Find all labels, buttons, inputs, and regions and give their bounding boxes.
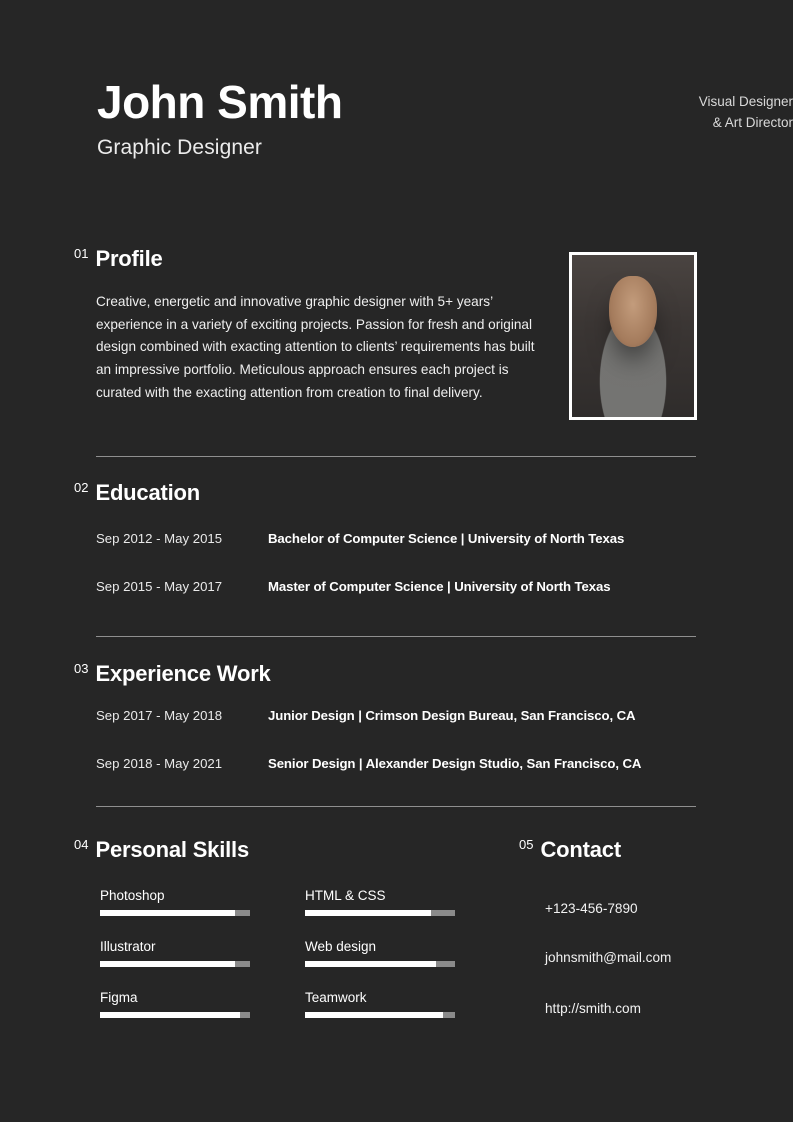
skill-item <box>305 939 455 967</box>
skill-bar-track <box>305 961 455 967</box>
divider <box>96 636 696 637</box>
section-heading-profile <box>74 248 163 270</box>
section-title: Education <box>95 480 201 505</box>
portrait-photo <box>572 255 694 417</box>
divider <box>96 456 696 457</box>
list-item <box>96 531 624 546</box>
skill-bar-fill <box>100 910 235 916</box>
section-title: Experience Work <box>95 661 271 686</box>
skill-label: HTML & CSS <box>305 888 386 903</box>
entry-date: Sep 2015 - May 2017 <box>96 579 223 594</box>
skill-item <box>305 990 455 1018</box>
entry-date: Sep 2018 - May 2021 <box>96 756 223 771</box>
skill-bar-track <box>305 910 455 916</box>
profile-paragraph: Creative, energetic and innovative graphic designer with 5+ years’ experience in a variety of exciting projects. Passion for fresh and original design combined with exacting attention to clients’ requirements has built an impressive portfolio. Meticulous approach ensures each project is curated with the exacting attention from creation to final delivery. <box>96 294 535 400</box>
section-title: Personal Skills <box>95 837 249 862</box>
skill-label: Photoshop <box>100 888 165 903</box>
section-number: 05 <box>519 837 534 852</box>
section-number: 04 <box>74 837 89 852</box>
skill-bar-track <box>100 910 250 916</box>
entry-date: Sep 2012 - May 2015 <box>96 531 223 546</box>
header-tagline <box>573 92 793 134</box>
skill-bar-fill <box>305 1012 443 1018</box>
skill-bar-fill <box>305 961 436 967</box>
section-heading-experience <box>74 663 271 685</box>
skill-label: Web design <box>305 939 377 954</box>
contact-website[interactable]: http://smith.com <box>545 1001 641 1016</box>
divider <box>96 806 696 807</box>
section-heading-contact <box>519 839 621 861</box>
skill-bar-track <box>305 1012 455 1018</box>
list-item <box>96 579 610 594</box>
skill-item <box>100 990 250 1018</box>
avatar <box>569 252 697 420</box>
list-item <box>96 708 635 723</box>
skill-label: Figma <box>100 990 138 1005</box>
skill-bar-fill <box>305 910 431 916</box>
skill-label: Illustrator <box>100 939 156 954</box>
skill-item <box>100 888 250 916</box>
contact-phone[interactable]: +123-456-7890 <box>545 901 638 916</box>
skill-bar-track <box>100 1012 250 1018</box>
contact-email[interactable]: johnsmith@mail.com <box>545 950 672 965</box>
section-number: 01 <box>74 246 89 261</box>
tagline-line-1: Visual Designer <box>698 94 793 109</box>
page-title: John Smith <box>97 76 343 128</box>
job-title: Graphic Designer <box>97 136 263 160</box>
section-title: Profile <box>95 246 163 271</box>
entry-detail: Bachelor of Computer Science | University of North Texas <box>268 531 625 546</box>
skill-bar-track <box>100 961 250 967</box>
skill-item <box>100 939 250 967</box>
entry-detail: Senior Design | Alexander Design Studio, San Francisco, CA <box>268 756 642 771</box>
list-item <box>96 756 641 771</box>
tagline-line-2: & Art Director <box>712 114 793 130</box>
skill-bar-fill <box>100 1012 240 1018</box>
entry-detail: Master of Computer Science | University of North Texas <box>268 579 611 594</box>
section-number: 03 <box>74 661 89 676</box>
section-number: 02 <box>74 480 89 495</box>
section-heading-skills <box>74 839 249 861</box>
skill-item <box>305 888 455 916</box>
skill-bar-fill <box>100 961 235 967</box>
skill-label: Teamwork <box>305 990 367 1005</box>
entry-date: Sep 2017 - May 2018 <box>96 708 223 723</box>
section-heading-education <box>74 482 200 504</box>
entry-detail: Junior Design | Crimson Design Bureau, San Francisco, CA <box>268 708 636 723</box>
section-title: Contact <box>540 837 621 862</box>
